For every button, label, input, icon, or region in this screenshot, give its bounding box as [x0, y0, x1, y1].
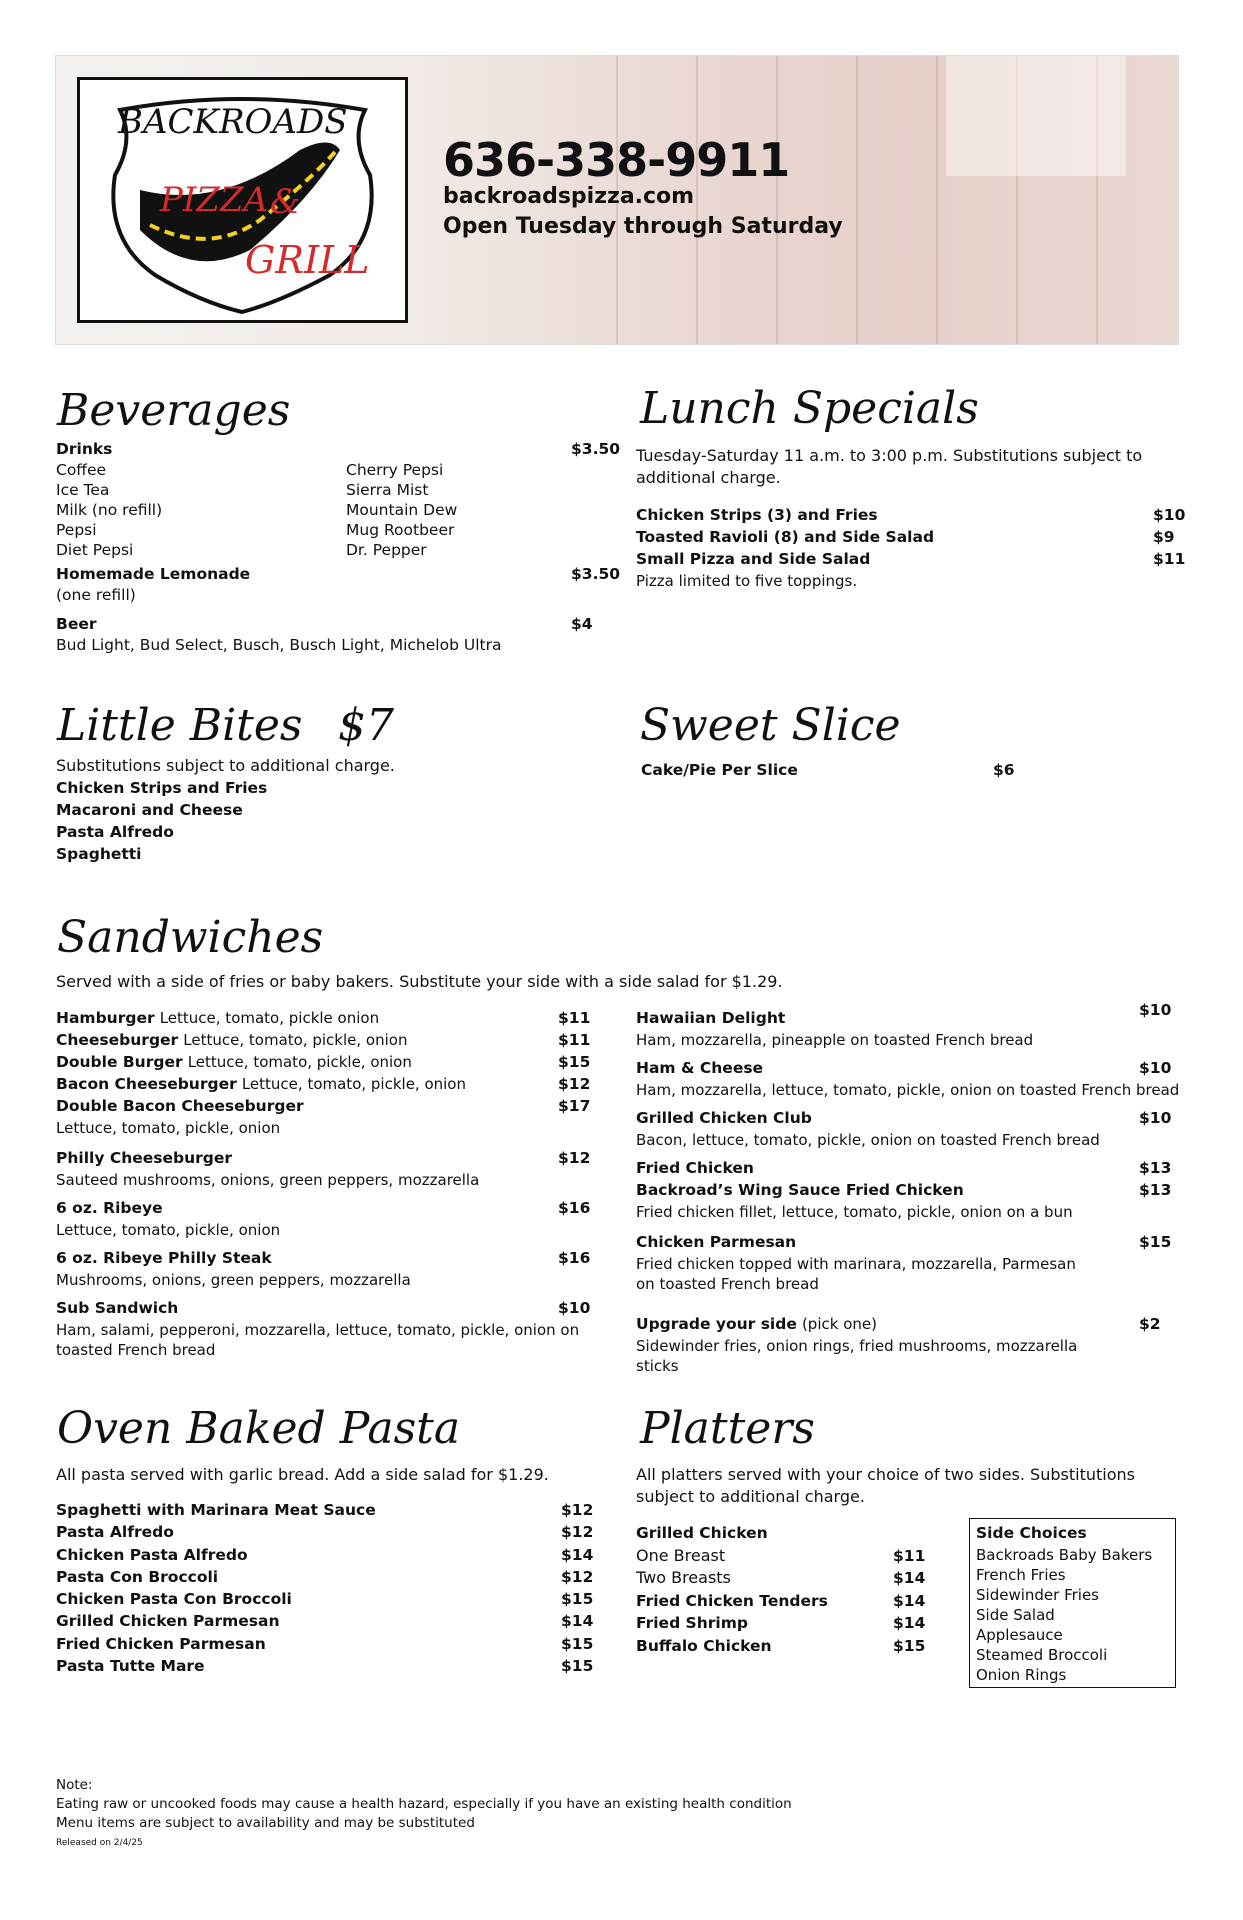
list-item [56, 1500, 596, 1522]
pasta-price: $12 [561, 1523, 594, 1542]
list-item [56, 1008, 596, 1030]
little-bites-price: $7 [338, 700, 394, 751]
sandwich-desc: Ham, salami, pepperoni, mozzarella, lettuce, tomato, pickle, onion on [56, 1321, 580, 1339]
lunch-specials-heading: Lunch Specials [640, 383, 979, 434]
platter-price: $14 [893, 1614, 926, 1632]
platter-name: One Breast [636, 1545, 726, 1565]
sandwich-price: $10 [1139, 1109, 1172, 1127]
sandwich-name: Ham & Cheese [636, 1059, 764, 1077]
sandwiches-left-column [56, 1008, 596, 1360]
pasta-intro: All pasta served with garlic bread. Add a side salad for $1.29. [56, 1465, 549, 1484]
drink-item: Dr. Pepper [346, 541, 427, 559]
pasta-price: $15 [561, 1590, 594, 1609]
platter-name: Buffalo Chicken [636, 1636, 772, 1655]
sandwich-desc: Ham, mozzarella, pineapple on toasted French bread [636, 1031, 1034, 1049]
list-item [56, 1074, 596, 1096]
website-link[interactable]: backroadspizza.com [443, 184, 695, 209]
drinks-label: Drinks [56, 440, 113, 458]
list-item [636, 1613, 936, 1636]
list-item: Chicken Strips and Fries [56, 779, 268, 797]
list-item [56, 1589, 596, 1611]
little-bites-note: Substitutions subject to additional charge. [56, 756, 395, 775]
sandwich-price: $13 [1139, 1181, 1172, 1199]
logo-text-amp: & [270, 182, 301, 222]
pasta-price: $14 [561, 1545, 594, 1564]
sandwiches-heading: Sandwiches [57, 912, 324, 963]
drink-item: Milk (no refill) [56, 501, 163, 519]
list-item [56, 1148, 596, 1170]
sandwich-desc: Ham, mozzarella, lettuce, tomato, pickle, onion on toasted French bread [636, 1081, 1180, 1099]
drinks-list-col1 [56, 460, 162, 560]
sandwich-price: $10 [558, 1299, 591, 1317]
side-choices-title: Side Choices [976, 1524, 1087, 1542]
pasta-name: Chicken Pasta Alfredo [56, 1545, 248, 1564]
list-item [56, 1030, 596, 1052]
side-choice-item: Sidewinder Fries [976, 1586, 1099, 1604]
pasta-name: Chicken Pasta Con Broccoli [56, 1590, 292, 1609]
sandwich-desc: Lettuce, tomato, pickle, onion [56, 1119, 281, 1137]
sandwich-name: Grilled Chicken Club [636, 1109, 812, 1127]
pasta-price: $15 [561, 1657, 594, 1676]
little-bites-heading: Little Bites [57, 700, 303, 751]
sandwich-desc: Sauteed mushrooms, onions, green peppers, mozzarella [56, 1171, 480, 1189]
list-item [56, 1545, 596, 1567]
sandwich-name: Hawaiian Delight [636, 1009, 786, 1027]
drink-item: Cherry Pepsi [346, 461, 444, 479]
lunch-intro-2: additional charge. [636, 468, 781, 487]
list-item [636, 1058, 1176, 1080]
list-item [636, 1232, 1176, 1254]
lunch-item-price: $10 [1153, 506, 1186, 524]
list-item [56, 1522, 596, 1544]
platter-price: $11 [893, 1546, 926, 1565]
sandwich-price: $11 [558, 1009, 591, 1027]
sandwich-name: 6 oz. Ribeye [56, 1199, 163, 1217]
sandwich-desc: on toasted French bread [636, 1275, 819, 1293]
platters-intro-2: subject to additional charge. [636, 1487, 865, 1506]
list-item [56, 1298, 596, 1320]
sweet-price: $6 [993, 761, 1015, 779]
list-item [56, 1052, 596, 1074]
sandwich-name: Bacon Cheeseburger [56, 1075, 237, 1093]
sandwich-desc: Fried chicken fillet, lettuce, tomato, pickle, onion on a bun [636, 1203, 1073, 1221]
list-item: Pasta Alfredo [56, 823, 174, 841]
list-item [636, 1158, 1176, 1180]
list-item [56, 1634, 596, 1656]
upgrade-side-desc: sticks [636, 1357, 679, 1375]
lemonade-price: $3.50 [571, 565, 621, 583]
little-bites-items [56, 778, 267, 866]
drink-item: Sierra Mist [346, 481, 429, 499]
sweet-slice-heading: Sweet Slice [640, 700, 901, 751]
sandwich-price: $17 [558, 1097, 591, 1115]
sandwich-name: Hamburger [56, 1009, 155, 1027]
side-choice-item: Onion Rings [976, 1666, 1067, 1684]
sandwich-inline-desc: Lettuce, tomato, pickle, onion [187, 1053, 412, 1071]
pasta-price: $15 [561, 1634, 594, 1653]
drink-item: Mountain Dew [346, 501, 458, 519]
sandwich-price: $15 [1139, 1233, 1172, 1251]
platter-name: Fried Shrimp [636, 1614, 748, 1632]
upgrade-side [636, 1314, 1176, 1336]
sandwich-inline-desc: Lettuce, tomato, pickle onion [159, 1009, 380, 1027]
sandwich-desc: Lettuce, tomato, pickle, onion [56, 1221, 281, 1239]
list-item [56, 1198, 596, 1220]
sandwich-desc: Fried chicken topped with marinara, mozzarella, Parmesan [636, 1255, 1076, 1273]
sandwich-name: Double Bacon Cheeseburger [56, 1097, 304, 1115]
footer-health-warning: Eating raw or uncooked foods may cause a health hazard, especially if you have an existing health condition [56, 1796, 792, 1812]
sandwich-inline-desc: Lettuce, tomato, pickle, onion [241, 1075, 466, 1093]
logo-text-backroads: BACKROADS [118, 102, 348, 142]
beer-price: $4 [571, 615, 593, 633]
upgrade-side-price: $2 [1139, 1315, 1161, 1333]
pasta-name: Grilled Chicken Parmesan [56, 1612, 280, 1631]
drink-item: Ice Tea [56, 481, 110, 499]
beverages-heading: Beverages [57, 385, 291, 436]
pasta-name: Pasta Con Broccoli [56, 1567, 219, 1586]
pasta-price: $14 [561, 1612, 594, 1631]
sweet-item: Cake/Pie Per Slice [641, 761, 798, 779]
lunch-note: Pizza limited to five toppings. [636, 572, 858, 590]
list-item [636, 1568, 936, 1591]
pasta-name: Fried Chicken Parmesan [56, 1634, 266, 1653]
sandwich-price: $12 [558, 1149, 591, 1167]
list-item [636, 1001, 1176, 1030]
sandwiches-intro: Served with a side of fries or baby bakers. Substitute your side with a side salad for $1.29. [56, 972, 783, 991]
platters-intro: All platters served with your choice of two sides. Substitutions [636, 1465, 1135, 1484]
side-choice-item: Applesauce [976, 1626, 1063, 1644]
sandwich-name: Chicken Parmesan [636, 1233, 797, 1251]
pasta-items [56, 1500, 596, 1678]
logo-text-pizza: PIZZA [160, 180, 269, 220]
sandwich-price: $11 [558, 1031, 591, 1049]
lunch-items [636, 505, 1186, 591]
sandwich-name: Fried Chicken [636, 1159, 754, 1177]
sandwich-desc: Bacon, lettuce, tomato, pickle, onion on toasted French bread [636, 1131, 1100, 1149]
side-choice-item: Backroads Baby Bakers [976, 1546, 1153, 1564]
drink-item: Diet Pepsi [56, 541, 134, 559]
list-item [636, 1591, 936, 1614]
list-item [636, 549, 1186, 571]
platter-name: Two Breasts [636, 1568, 731, 1587]
upgrade-side-pick: (pick one) [801, 1315, 877, 1333]
beer-list: Bud Light, Bud Select, Busch, Busch Light, Michelob Ultra [56, 636, 502, 654]
lunch-item-price: $9 [1153, 528, 1175, 546]
platter-price: $14 [893, 1569, 926, 1587]
sandwich-name: Double Burger [56, 1053, 183, 1071]
sandwich-price: $13 [1139, 1159, 1172, 1177]
sandwiches-right-column [636, 1001, 1180, 1376]
sandwich-price: $12 [558, 1075, 591, 1093]
footer-note [56, 1776, 792, 1853]
list-item [636, 505, 1186, 527]
sandwich-price: $10 [1139, 1001, 1172, 1019]
lemonade-note: (one refill) [56, 586, 136, 604]
platter-group-label: Grilled Chicken [636, 1524, 768, 1542]
sandwich-name: Cheeseburger [56, 1031, 179, 1049]
pasta-heading: Oven Baked Pasta [57, 1403, 461, 1454]
list-item [56, 1096, 596, 1118]
list-item [56, 1248, 596, 1270]
lunch-intro: Tuesday-Saturday 11 a.m. to 3:00 p.m. Substitutions subject to [636, 446, 1143, 465]
drinks-list-col2 [346, 460, 457, 560]
list-item [636, 527, 1186, 549]
list-item [636, 1180, 1176, 1202]
list-item [56, 1611, 596, 1633]
sandwich-inline-desc: Lettuce, tomato, pickle, onion [183, 1031, 408, 1049]
lunch-item-price: $11 [1153, 550, 1186, 568]
list-item [636, 1108, 1176, 1130]
list-item [56, 1567, 596, 1589]
pasta-name: Pasta Tutte Mare [56, 1657, 205, 1676]
upgrade-side-desc: Sidewinder fries, onion rings, fried mushrooms, mozzarella [636, 1337, 1078, 1355]
sandwich-name: Backroad’s Wing Sauce Fried Chicken [636, 1181, 964, 1199]
sandwich-desc: Mushrooms, onions, green peppers, mozzarella [56, 1271, 411, 1289]
platters-heading: Platters [640, 1403, 815, 1454]
footer-release-date: Released on 2/4/25 [56, 1838, 143, 1848]
pasta-name: Spaghetti with Marinara Meat Sauce [56, 1501, 376, 1519]
restaurant-logo [77, 77, 408, 323]
side-choices-box [969, 1518, 1176, 1688]
platter-price: $15 [893, 1636, 926, 1655]
drink-item: Pepsi [56, 521, 97, 539]
lunch-item-name: Toasted Ravioli (8) and Side Salad [636, 528, 935, 546]
drinks-price: $3.50 [571, 440, 621, 458]
sandwich-price: $10 [1139, 1059, 1172, 1077]
phone-number[interactable]: 636-338-9911 [443, 133, 790, 187]
drink-item: Coffee [56, 461, 107, 479]
platters-items [636, 1523, 936, 1658]
footer-note-label: Note: [56, 1777, 93, 1793]
sandwich-name: Sub Sandwich [56, 1299, 179, 1317]
sandwich-name: 6 oz. Ribeye Philly Steak [56, 1249, 272, 1267]
drink-item: Mug Rootbeer [346, 521, 455, 539]
lunch-item-name: Small Pizza and Side Salad [636, 550, 871, 568]
sandwich-price: $15 [558, 1053, 591, 1071]
sandwich-price: $16 [558, 1249, 591, 1267]
platter-name: Fried Chicken Tenders [636, 1591, 828, 1610]
lemonade-label: Homemade Lemonade [56, 565, 251, 583]
lunch-item-name: Chicken Strips (3) and Fries [636, 506, 878, 524]
upgrade-side-label: Upgrade your side [636, 1315, 797, 1333]
beer-label: Beer [56, 615, 97, 633]
opening-hours: Open Tuesday through Saturday [443, 214, 843, 239]
list-item [56, 1656, 596, 1678]
list-item: Macaroni and Cheese [56, 801, 243, 819]
sandwich-name: Philly Cheeseburger [56, 1149, 233, 1167]
pasta-price: $12 [561, 1501, 594, 1519]
side-choice-item: Side Salad [976, 1606, 1055, 1624]
pasta-price: $12 [561, 1567, 594, 1586]
side-choice-item: Steamed Broccoli [976, 1646, 1108, 1664]
platter-price: $14 [893, 1591, 926, 1610]
logo-text-grill: GRILL [245, 238, 370, 282]
pasta-name: Pasta Alfredo [56, 1523, 174, 1542]
list-item [636, 1636, 936, 1659]
list-item: Spaghetti [56, 845, 142, 863]
list-item [636, 1546, 936, 1569]
side-choice-item: French Fries [976, 1566, 1066, 1584]
sandwich-desc: toasted French bread [56, 1341, 216, 1359]
footer-availability: Menu items are subject to availability and may be substituted [56, 1815, 475, 1831]
sandwich-price: $16 [558, 1199, 591, 1217]
